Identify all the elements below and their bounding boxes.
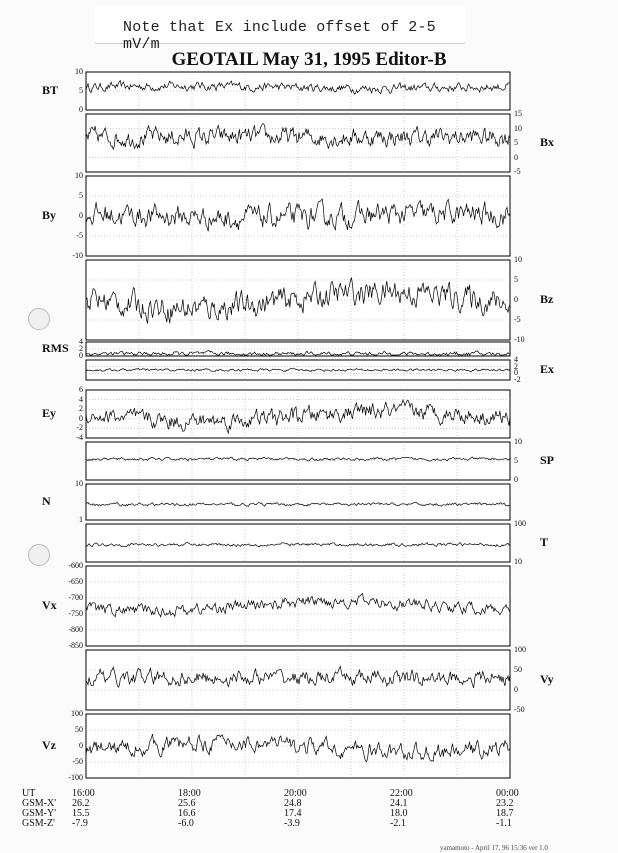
ephemeris-value: 16.6 [178,808,196,819]
panel-label-n: N [42,494,51,508]
tick-label: -5 [514,315,521,324]
panel-label-sp: SP [540,453,555,467]
panel-label-bt: BT [42,83,59,97]
ephemeris-label: UT [22,788,36,799]
tick-label: -100 [68,773,83,782]
ephemeris-value: -7.9 [72,818,88,829]
tick-label: -5 [514,167,521,176]
tick-label: -4 [76,433,83,442]
tick-label: 4 [79,394,83,404]
tick-label: -5 [76,231,83,240]
tick-label: -800 [68,625,83,634]
tick-label: 2 [514,361,518,371]
tick-label: 2 [79,404,83,414]
tick-label: -750 [68,609,83,618]
tick-label: 5 [514,456,518,465]
tick-label: 10 [514,255,522,264]
tick-label: 0 [514,368,518,378]
tick-label: 0 [514,152,518,162]
tick-label: -650 [68,577,83,586]
ephemeris-value: 18:00 [178,788,201,799]
ephemeris-value: 26.2 [72,798,90,809]
ephemeris-value: 18.7 [496,808,514,819]
note-text: Note that Ex include offset of 2-5 mV/m [123,19,436,53]
ephemeris-value: 22:00 [390,788,413,799]
ephemeris-value: 18.0 [390,808,408,819]
tick-label: 50 [75,725,83,734]
tick-label: 0 [514,685,518,694]
tick-label: 0 [514,475,518,484]
ephemeris-label: GSM-Z' [22,818,55,829]
chart-title: GEOTAIL May 31, 1995 Editor-B [171,49,447,70]
footer-text: yamamoto - April 17, 96 15:36 ver 1.0 [440,844,548,852]
tick-label: 0 [79,741,83,750]
tick-label: 5 [79,191,83,200]
tick-label: 10 [75,67,83,76]
tick-label: -600 [68,561,83,570]
panel-label-vy: Vy [540,672,554,686]
tick-label: -2 [514,375,521,384]
tick-label: 0 [79,105,83,114]
tick-label: 10 [514,123,522,133]
tick-label: -10 [514,335,525,344]
ephemeris-value: 20:00 [284,788,307,799]
ephemeris-value: 24.8 [284,798,302,809]
tick-label: 0 [79,211,83,220]
ephemeris-value: 23.2 [496,798,514,809]
tick-label: 5 [79,86,83,95]
panel-label-vz: Vz [42,738,56,752]
tick-label: 100 [71,709,83,718]
tick-label: 50 [514,665,522,674]
tick-label: -50 [72,757,83,766]
ephemeris-value: 17.4 [284,808,302,819]
tick-label: 0 [514,295,518,304]
ephemeris-value: -1.1 [496,818,512,829]
tick-label: -50 [514,705,525,714]
tick-label: -10 [72,251,83,260]
ephemeris-value: 00:00 [496,788,519,799]
tick-label: 10 [514,557,522,566]
tick-label: 2 [79,344,83,353]
ephemeris-value: 25.6 [178,798,196,809]
ephemeris-value: -3.9 [284,818,300,829]
ephemeris-label: GSM-Y' [22,808,57,819]
tick-label: -850 [68,641,83,650]
ephemeris-value: 24.1 [390,798,408,809]
ephemeris-value: -2.1 [390,818,406,829]
ephemeris-label: GSM-X' [22,798,57,809]
tick-label: 10 [514,437,522,446]
panel-label-by: By [42,208,57,222]
panel-label-vx: Vx [42,598,57,612]
tick-label: 5 [514,275,518,284]
tick-label: 4 [514,355,518,364]
tick-label: 4 [79,337,83,346]
ephemeris-value: 15.5 [72,808,90,819]
panel-label-ex: Ex [540,362,555,376]
tick-label: 100 [514,519,526,528]
tick-label: 6 [79,385,83,394]
tick-label: -700 [68,593,83,602]
tick-label: -2 [76,423,83,433]
panel-label-bz: Bz [540,292,554,306]
panel-label-t: T [540,535,549,549]
panel-label-rms: RMS [42,341,69,355]
panel-label-ey: Ey [42,406,57,420]
tick-label: 0 [79,413,83,423]
tick-label: 5 [514,138,518,147]
tick-label: 100 [514,645,526,654]
tick-label: 10 [75,171,83,180]
ephemeris-value: 16:00 [72,788,95,799]
tick-label: 10 [75,479,83,488]
tick-label: 1 [79,515,83,524]
tick-label: 0 [79,351,83,360]
tick-label: 15 [514,109,522,118]
panel-label-bx: Bx [540,135,555,149]
ephemeris-value: -6.0 [178,818,194,829]
